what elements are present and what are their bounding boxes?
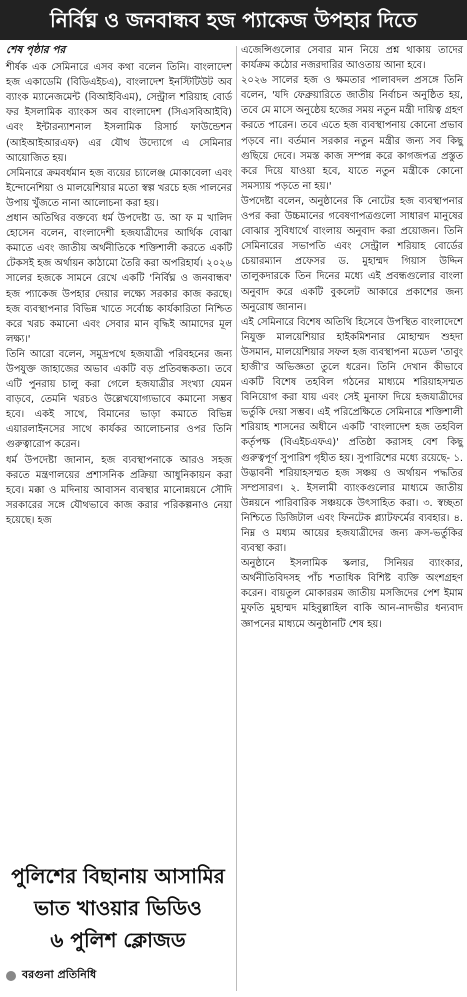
paragraph: প্রধান অতিথির বক্তব্যে ধর্ম উপদেষ্টা ড. আ ফ ম খালিদ হোসেন বলেন, বাংলাদেশী হজযাত্রীদের আর্থিক বোঝা কমাতে এবং জাতীয় অর্থনীতিকে শক্তিশালী করতে একটি টেকসই হজ অর্থায়ন কাঠামো তৈরি করা অপরিহার্য। ২০২৬ সালের হজকে সামনে রেখে একটি 'নির্বিঘ্ন ও জনবান্ধব' হজ প্যাকেজ উপহার দেয়ার লক্ষ্যে সরকার কাজ করছে। হজ ব্যবস্থাপনার বিভিন্ন খাতে সর্বোচ্চ কার্যকারিতা নিশ্চিত করে খরচ কমানো এবং সেবার মান বৃদ্ধিই আমাদের মূল লক্ষ্য।' <box>6 213 232 345</box>
paragraph: তিনি আরো বলেন, সমুদ্রপথে হজযাত্রী পরিবহনের জন্য উপযুক্ত জাহাজের অভাব একটি বড় প্রতিবন্ধকতা। তবে এটি পুনরায় চালু করা গেলে হজযাত্রীর সংখ্যা যেমন বাড়বে, তেমনি খরচও উল্লেখযোগ্যভাবে কমানো সম্ভব হবে। একই সাথে, বিমানের ভাড়া কমাতে বিভিন্ন এয়ারলাইনসের সাথে কার্যকর আলোচনার ওপর তিনি গুরুত্বারোপ করেন। <box>6 348 232 451</box>
paragraph: ২০২৬ সালের হজ ও ক্ষমতার পালাবদল প্রসঙ্গে তিনি বলেন, 'যদি ফেব্রুয়ারিতে জাতীয় নির্বাচন অনুষ্ঠিত হয়, তবে মে মাসে অনুষ্ঠেয় হজের সময় নতুন মন্ত্রী দায়িত্ব গ্রহণ করতে পারেন। তবে এতে হজ ব্যবস্থাপনায় কোনো প্রভাব পড়বে না। বর্তমান সরকার নতুন মন্ত্রীর জন্য সব কিছু গুছিয়ে দেবে। সমস্ত কাজ সম্পন্ন করে কাগজপত্র প্রস্তুত করে দিয়ে যাওয়া হবে, যাতে নতুন মন্ত্রীকে কোনো সমস্যায় পড়তে না হয়।' <box>241 75 464 192</box>
paragraph: ধর্ম উপদেষ্টা জানান, হজ ব্যবস্থাপনাকে আরও সহজ করতে মন্ত্রণালয়ের প্রশাসনিক প্রক্রিয়া আধুনিকায়ন করা হবে। মক্কা ও মদিনায় আবাসন ব্যবস্থার মানোন্নয়নে সৌদি সরকারের সঙ্গে যৌথভাবে কাজ করার পরিকল্পনাও নেয়া হয়েছে। হজ <box>6 454 232 526</box>
paragraph: উপদেষ্টা বলেন, অনুষ্ঠানের কি নোটের হজ ব্যবস্থাপনার ওপর করা উচ্চমানের গবেষণাপত্রগুলো সাধারণ মানুষের বোঝার সুবিধার্থে বাংলায় অনুবাদ করা প্রয়োজন। তিনি সেমিনারের সভাপতি এবং সেন্ট্রাল শরিয়াহ বোর্ডের চেয়ারম্যান প্রফেসর ড. মুহাম্মদ গিয়াস উদ্দিন তালুকদারকে তিন দিনের মধ্যে এই প্রবন্ধগুলোর বাংলা অনুবাদ করে একটি বুকলেট আকারে প্রকাশের জন্য অনুরোধ জানান। <box>241 195 463 313</box>
continued-label: শেষ পৃষ্ঠার পর <box>6 44 66 56</box>
byline-text: বরগুনা প্রতিনিধি <box>22 968 97 981</box>
paragraph: এজেন্সিগুলোর সেবার মান নিয়ে প্রশ্ন থাকায় তাদের কার্যক্রম কঠোর নজরদারির আওতায় আনা হবে। <box>241 45 463 72</box>
sub-headline: পুলিশের বিছানায় আসামির ভাত খাওয়ার ভিডিও ৬ পুলিশ ক্লোজড <box>11 864 225 952</box>
paragraph: এই সেমিনারে বিশেষ অতিথি হিসেবে উপস্থিত বাংলাদেশে নিযুক্ত মালয়েশিয়ার হাইকমিশনার মোহাম্মদ শুহদা উসমান, মালয়েশিয়ার সফল হজ ব্যবস্থাপনা মডেল 'তাবুং হাজী'র অভিজ্ঞতা তুলে ধরেন। তিনি দেখান কীভাবে একটি বিশেষ তহবিল গঠনের মাধ্যমে শরিয়াহসম্মত বিনিয়োগ করা যায় এবং সেই মুনাফা দিয়ে হজযাত্রীদের ভর্তুকি দেয়া সম্ভব। এই পরিপ্রেক্ষিতে সেমিনারে শক্তিশালী শরিয়াহ শাসনের অধীনে একটি 'বাংলাদেশ হজ তহবিল কর্তৃপক্ষ (বিএইচএফএ)' প্রতিষ্ঠা করাসহ বেশ কিছু গুরুত্বপূর্ণ সুপারিশ গৃহীত হয়। সুপারিশের মধ্যে রয়েছে- ১. উদ্ভাবনী শরিয়াহসম্মত হজ সঞ্চয় ও অর্থায়ন পদ্ধতির সম্প্রসারণ। ২. ইসলামী ব্যাংকগুলোর মাধ্যমে জাতীয় উন্নয়নে পারিবারিক সঞ্চয়কে উৎসাহিত করা। ৩. স্বচ্ছতা নিশ্চিতে ডিজিটাল এবং ফিনটেক প্ল্যাটফর্মের ব্যবহার। ৪. নিম্ন ও মধ্যম আয়ের হজযাত্রীদের জন্য ক্রস-ভর্তুকির ব্যবস্থা করা। <box>241 316 463 555</box>
paragraph: অনুষ্ঠানে ইসলামিক স্কলার, সিনিয়র ব্যাংকার, অর্থনীতিবিদসহ পাঁচ শতাধিক বিশিষ্ট ব্যক্তি অংশগ্রহণ করেন। বায়তুল মোকাররম জাতীয় মসজিদের পেশ ইমাম মুফতি মুহাম্মদ মহিবুল্লাহিল বাকি আন-নাদভীর ধন্যবাদ জ্ঞাপনের মাধ্যমে অনুষ্ঠানটি শেষ হয়। <box>241 558 463 630</box>
right-column <box>241 43 463 632</box>
paragraph: শীর্ষক এক সেমিনারে এসব কথা বলেন তিনি। বাংলাদেশ হজ একাডেমি (বিডিএইচএ), বাংলাদেশ ইনস্টিটিউট অব ব্যাংক ম্যানেজমেন্ট (বিআইবিএম), সেন্ট্রাল শরিয়াহ বোর্ড ফর ইসলামিক ব্যাংকস অব বাংলাদেশ (সিএসবিআইবি) এবং ইন্টারন্যাশনাল ইসলামিক রিসার্চ ফাউন্ডেশন (আইআইআরএফ) এর যৌথ উদ্যোগে এ সেমিনার আয়োজিত হয়। <box>6 62 232 164</box>
byline <box>6 966 232 985</box>
headline: নির্বিঘ্ন ও জনবান্ধব হজ প্যাকেজ উপহার দিতে <box>0 0 467 40</box>
paragraph: সেমিনারে ক্রমবর্ধমান হজ ব্যয়ের চ্যালেঞ্জ মোকাবেলা এবং ইন্দোনেশিয়া ও মালয়েশিয়ার মতো স্বল্প খরচে হজ পালনের উপায় খুঁজতে নানা আলোচনা করা হয়। <box>6 167 232 209</box>
bullet-icon <box>6 971 16 981</box>
column-divider <box>236 46 237 991</box>
left-column <box>6 43 232 528</box>
